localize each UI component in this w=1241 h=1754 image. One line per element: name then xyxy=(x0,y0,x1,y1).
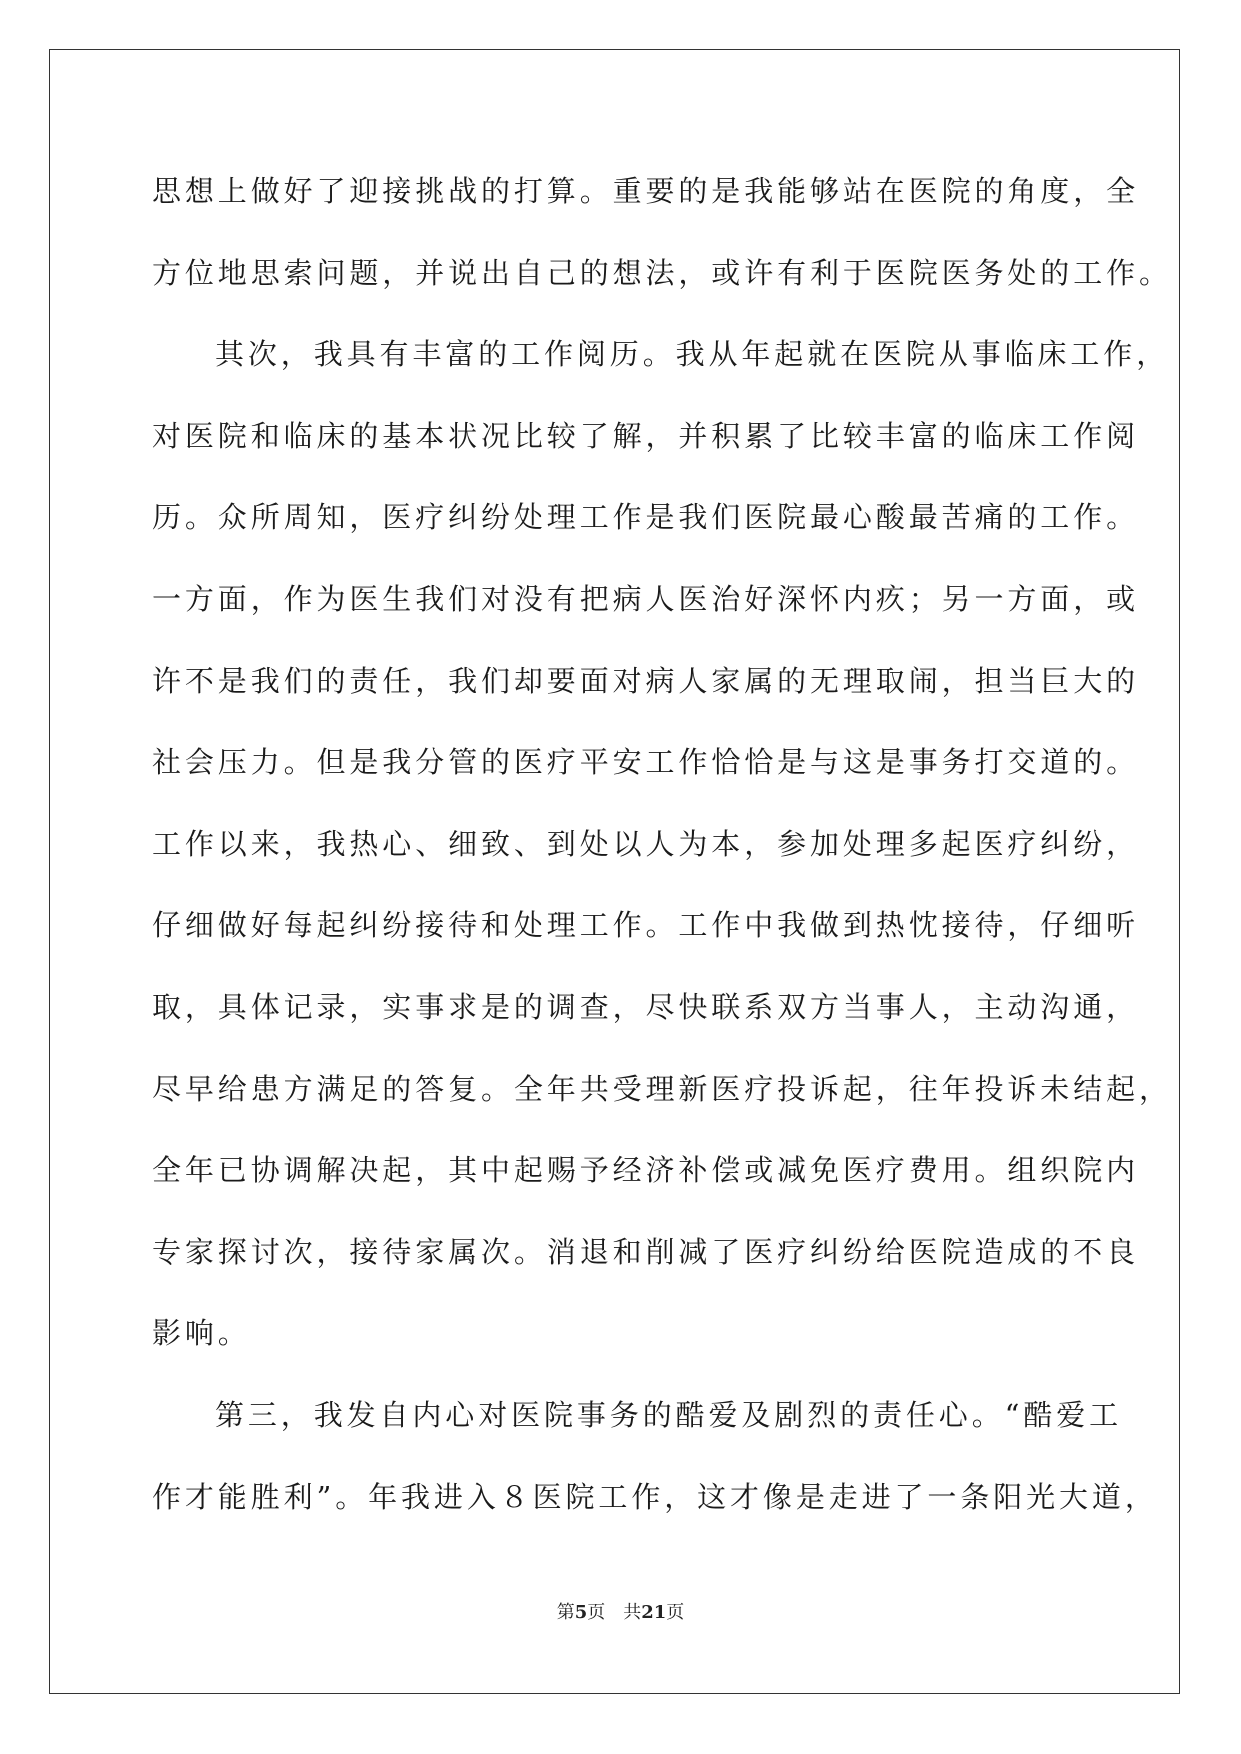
text-line: 仔细做好每起纠纷接待和处理工作。工作中我做到热忱接待，仔细听 xyxy=(152,908,1140,943)
text-line: 许不是我们的责任，我们却要面对病人家属的无理取闹，担当巨大的 xyxy=(152,663,1140,698)
text-line: 工作以来，我热心、细致、到处以人为本，参加处理多起医疗纠纷， xyxy=(152,826,1140,861)
total-suffix: 页 xyxy=(666,1602,685,1623)
text-line: 社会压力。但是我分管的医疗平安工作恰恰是与这是事务打交道的。 xyxy=(152,745,1140,780)
current-page-number: 5 xyxy=(574,1602,588,1623)
text-line: 第三，我发自内心对医院事务的酷爱及剧烈的责任心。“酷爱工 xyxy=(215,1397,1123,1432)
text-line: 其次，我具有丰富的工作阅历。我从年起就在医院从事临床工作， xyxy=(215,337,1170,372)
text-line: 方位地思索问题，并说出自己的想法，或许有利于医院医务处的工作。 xyxy=(152,255,1172,290)
text-line: 全年已协调解决起，其中起赐予经济补偿或减免医疗费用。组织院内 xyxy=(152,1153,1140,1188)
text-line: 历。众所周知，医疗纠纷处理工作是我们医院最心酸最苦痛的工作。 xyxy=(152,500,1140,535)
text-line: 尽早给患方满足的答复。全年共受理新医疗投诉起，往年投诉未结起， xyxy=(152,1071,1172,1106)
text-line: 专家探讨次，接待家属次。消退和削减了医疗纠纷给医院造成的不良 xyxy=(152,1234,1140,1269)
text-line: 对医院和临床的基本状况比较了解，并积累了比较丰富的临床工作阅 xyxy=(152,418,1140,453)
text-line: 影响。 xyxy=(152,1316,251,1351)
page-suffix: 页 xyxy=(587,1602,606,1623)
text-line: 取，具体记录，实事求是的调查，尽快联系双方当事人，主动沟通， xyxy=(152,989,1140,1024)
total-pages-number: 21 xyxy=(641,1602,667,1623)
page-prefix: 第 xyxy=(556,1602,575,1623)
document-body xyxy=(152,162,1172,1549)
page-number-footer xyxy=(0,1601,1241,1625)
text-line: 作才能胜利”。年我进入８医院工作，这才像是走进了一条阳光大道， xyxy=(152,1479,1158,1514)
total-prefix: 共 xyxy=(623,1602,642,1623)
text-line: 一方面，作为医生我们对没有把病人医治好深怀内疚；另一方面，或 xyxy=(152,581,1140,616)
text-line: 思想上做好了迎接挑战的打算。重要的是我能够站在医院的角度，全 xyxy=(152,174,1140,208)
